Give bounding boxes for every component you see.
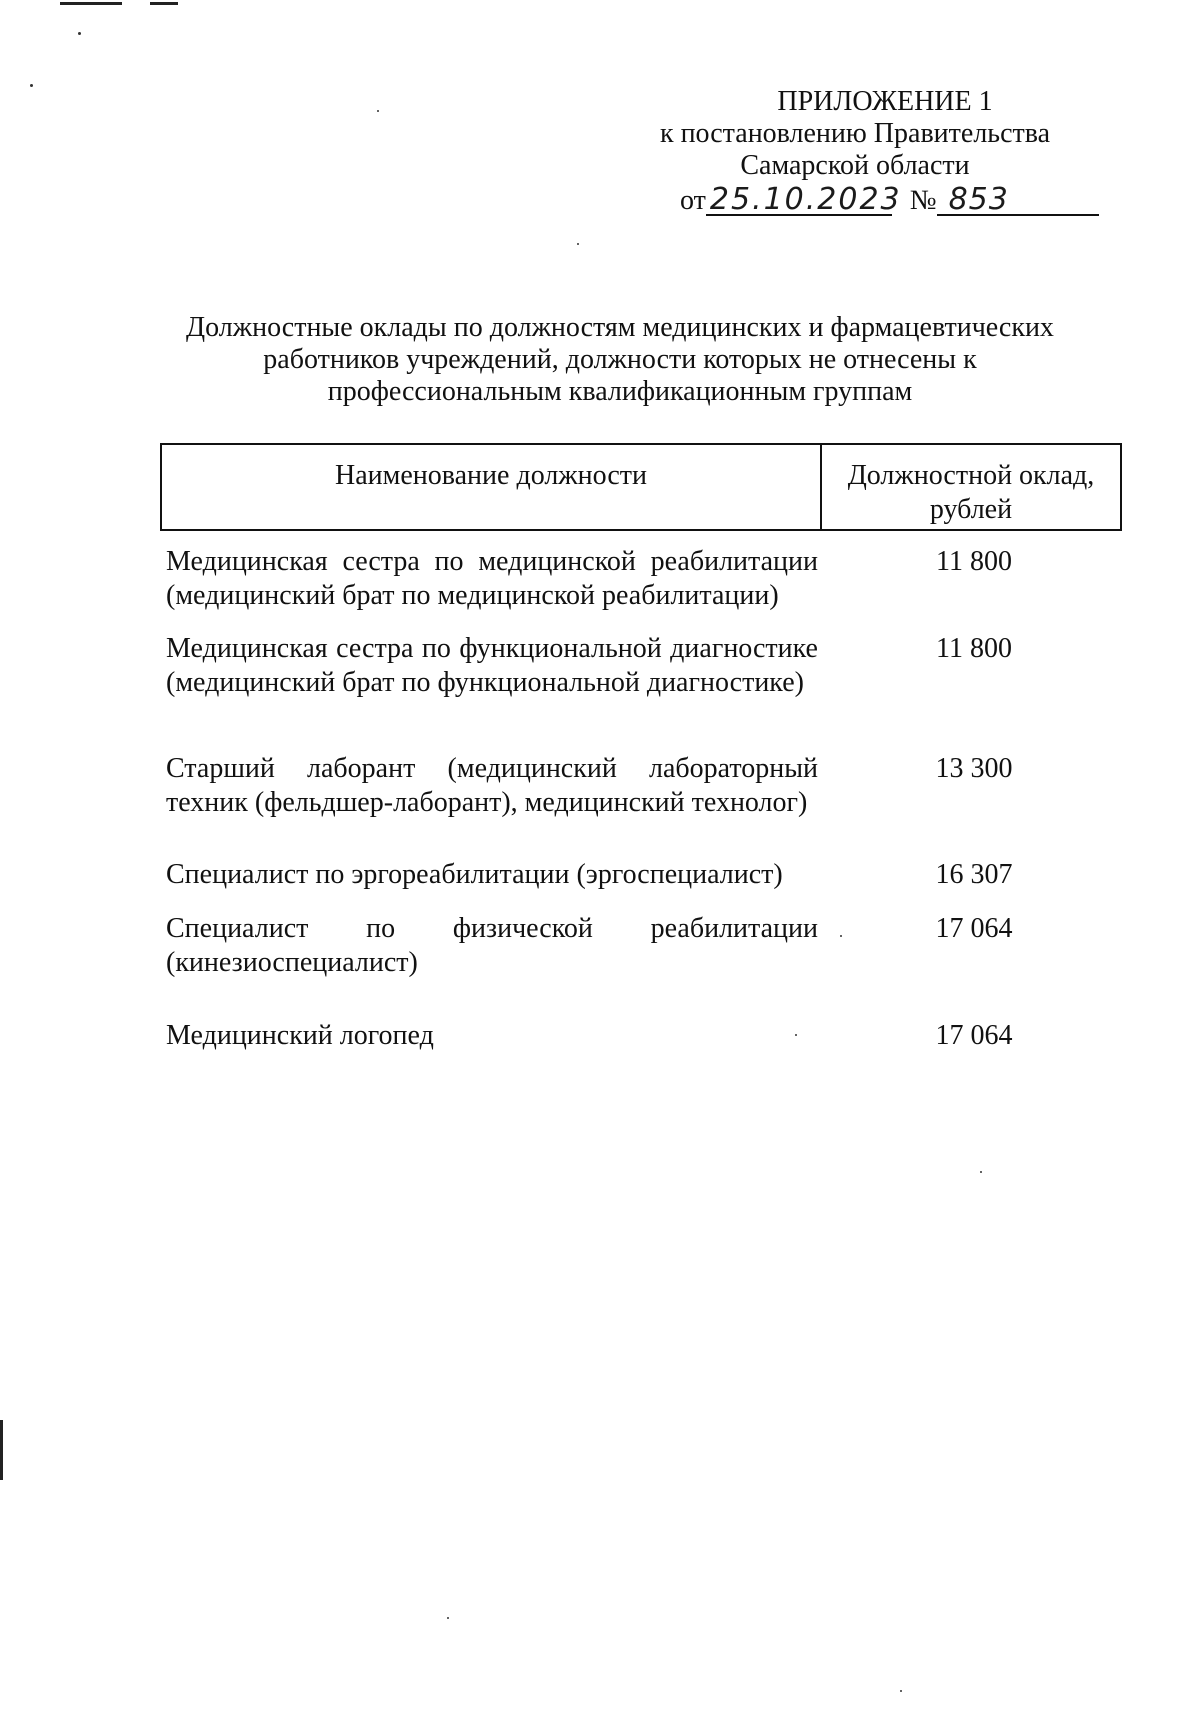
salary-value: 17 064	[935, 913, 1013, 944]
appendix-resolution-line: к постановлению Правительства	[659, 118, 1051, 149]
scan-dot	[447, 1617, 449, 1619]
position-name: Специалист по физической реабилитации (кинезиоспециалист)	[166, 913, 818, 978]
number-label: №	[909, 185, 937, 216]
position-name: Медицинская сестра по медицинской реабилитации (медицинский брат по медицинской реабилитации)	[166, 546, 818, 611]
table-row	[166, 545, 1122, 613]
title-line-3: профессиональным квалификационным группам	[327, 376, 913, 407]
scan-dot	[577, 243, 579, 245]
scan-dot	[78, 32, 81, 35]
table-row	[166, 1019, 1122, 1053]
title-line-2: работников учреждений, должности которых не отнесены к	[263, 344, 977, 375]
column-header-position: Наименование должности	[162, 445, 822, 529]
resolution-reference	[680, 182, 1099, 217]
table-row	[166, 912, 1122, 980]
appendix-title: ПРИЛОЖЕНИЕ 1	[777, 86, 993, 117]
position-name: Старший лаборант (медицинский лабораторный техник (фельдшер-лаборант), медицинский технолог)	[166, 753, 818, 818]
scan-dot	[377, 110, 379, 112]
scan-mark	[150, 2, 178, 5]
salary-value: 11 800	[936, 633, 1012, 664]
table-row	[166, 858, 1122, 892]
salary-value: 13 300	[935, 753, 1013, 784]
column-header-salary-line1: Должностной оклад,	[847, 460, 1095, 491]
title-line-1: Должностные оклады по должностям медицинских и фармацевтических	[186, 312, 1054, 343]
salary-value: 16 307	[935, 859, 1013, 890]
position-name: Специалист по эргореабилитации (эргоспециалист)	[166, 859, 783, 890]
position-name: Медицинская сестра по функциональной диагностике (медицинский брат по функциональной диагностике)	[166, 633, 818, 698]
salary-value: 11 800	[936, 546, 1012, 577]
salary-value: 17 064	[935, 1020, 1013, 1051]
table-row	[166, 752, 1122, 820]
scan-mark	[60, 2, 122, 5]
scan-dot	[900, 1690, 902, 1692]
scan-dot	[980, 1171, 982, 1173]
salary-table-header	[160, 443, 1122, 531]
appendix-header	[620, 86, 1090, 182]
table-row	[166, 632, 1122, 700]
resolution-number: 853	[937, 186, 1099, 216]
column-header-salary-line2: рублей	[929, 494, 1013, 525]
scan-dot	[30, 84, 33, 87]
appendix-region-line: Самарской области	[740, 150, 970, 181]
date-label: от	[680, 185, 706, 216]
document-title	[150, 312, 1090, 408]
resolution-date: 25.10.2023	[706, 186, 892, 216]
position-name: Медицинский логопед	[166, 1020, 434, 1051]
column-header-salary	[822, 445, 1120, 529]
scan-edge	[0, 1420, 3, 1480]
